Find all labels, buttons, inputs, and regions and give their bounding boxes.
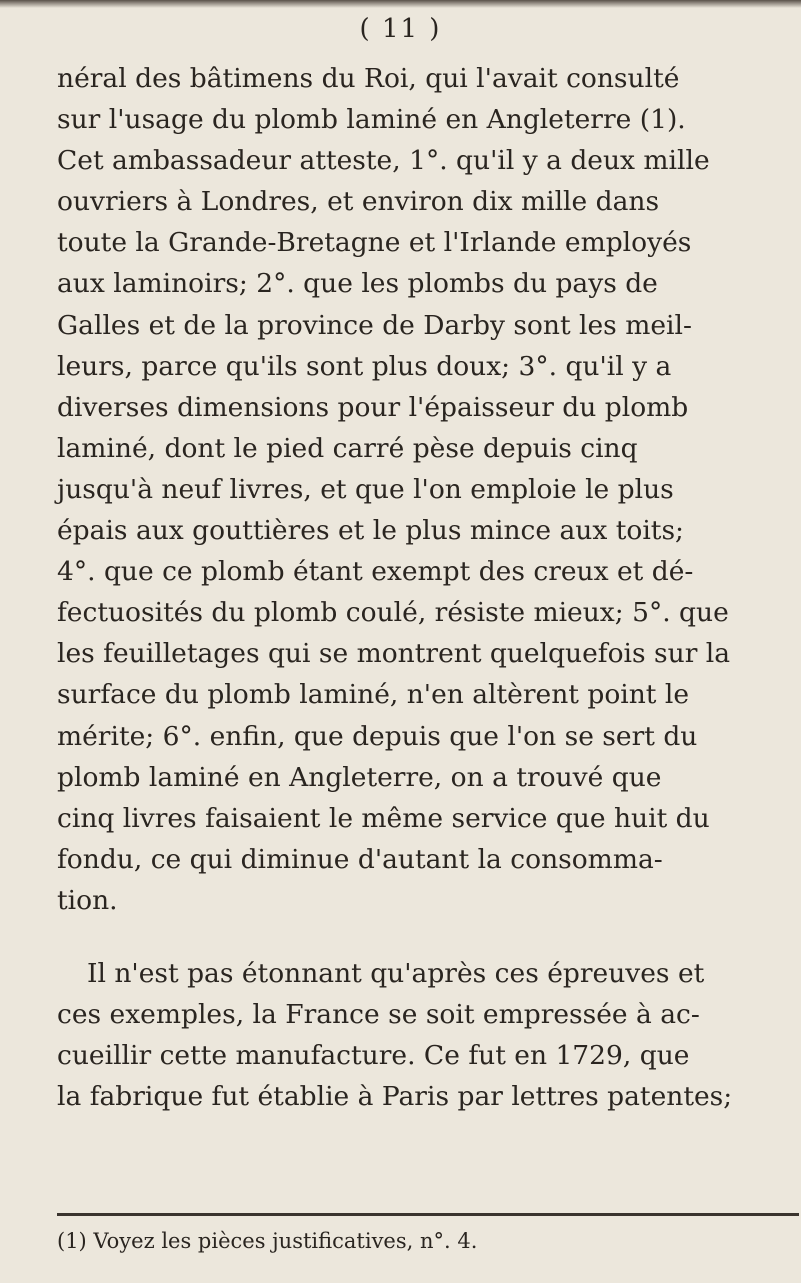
page-top-edge	[0, 0, 801, 8]
paragraph-gap	[57, 921, 797, 953]
text-line: néral des bâtimens du Roi, qui l'avait consulté	[57, 63, 680, 94]
text-line: fondu, ce qui diminue d'autant la consomma-	[57, 843, 663, 875]
footnote-divider	[57, 1213, 799, 1216]
text-line: surface du plomb laminé, n'en altèrent point le	[57, 679, 690, 711]
text-line: 4°. que ce plomb étant exempt des creux et dé-	[57, 556, 694, 588]
text-line: ouvriers à Londres, et environ dix mille dans	[57, 186, 660, 218]
text-line: plomb laminé en Angleterre, on a trouvé que	[57, 761, 662, 793]
body-text	[57, 58, 797, 1117]
text-line: diverses dimensions pour l'épaisseur du plomb	[57, 391, 689, 423]
text-line: la fabrique fut établie à Paris par lettres patentes;	[57, 1081, 733, 1113]
text-line: aux laminoirs; 2°. que les plombs du pays de	[57, 268, 658, 300]
text-line: toute la Grande-Bretagne et l'Irlande employés	[57, 227, 692, 259]
text-line: cueillir cette manufacture. Ce fut en 1729, que	[57, 1040, 690, 1072]
paragraph-2	[57, 953, 797, 1117]
footnote: (1) Voyez les pièces justificatives, n°. 4.	[57, 1229, 478, 1253]
text-line: Cet ambassadeur atteste, 1°. qu'il y a deux mille	[57, 145, 710, 177]
text-line: les feuilletages qui se montrent quelquefois sur la	[57, 638, 731, 670]
text-line: fectuosités du plomb coulé, résiste mieux; 5°. que	[57, 597, 729, 629]
text-line: leurs, parce qu'ils sont plus doux; 3°. qu'il y a	[57, 350, 672, 382]
text-line: cinq livres faisaient le même service que huit du	[57, 802, 710, 834]
text-line: mérite; 6°. enfin, que depuis que l'on se sert du	[57, 720, 698, 752]
text-line: Il n'est pas étonnant qu'après ces épreuves et	[87, 957, 705, 989]
page-number: ( 11 )	[359, 14, 442, 44]
text-line: jusqu'à neuf livres, et que l'on emploie le plus	[57, 473, 674, 505]
text-line: sur l'usage du plomb laminé en Angleterre (1).	[57, 104, 686, 136]
text-line: Galles et de la province de Darby sont les meil-	[57, 309, 692, 341]
text-line: laminé, dont le pied carré pèse depuis cinq	[57, 432, 638, 464]
text-line: épais aux gouttières et le plus mince aux toits;	[57, 515, 684, 547]
paragraph-1	[57, 58, 797, 921]
text-line: tion.	[57, 884, 118, 916]
text-line: ces exemples, la France se soit empressée à ac-	[57, 999, 700, 1031]
